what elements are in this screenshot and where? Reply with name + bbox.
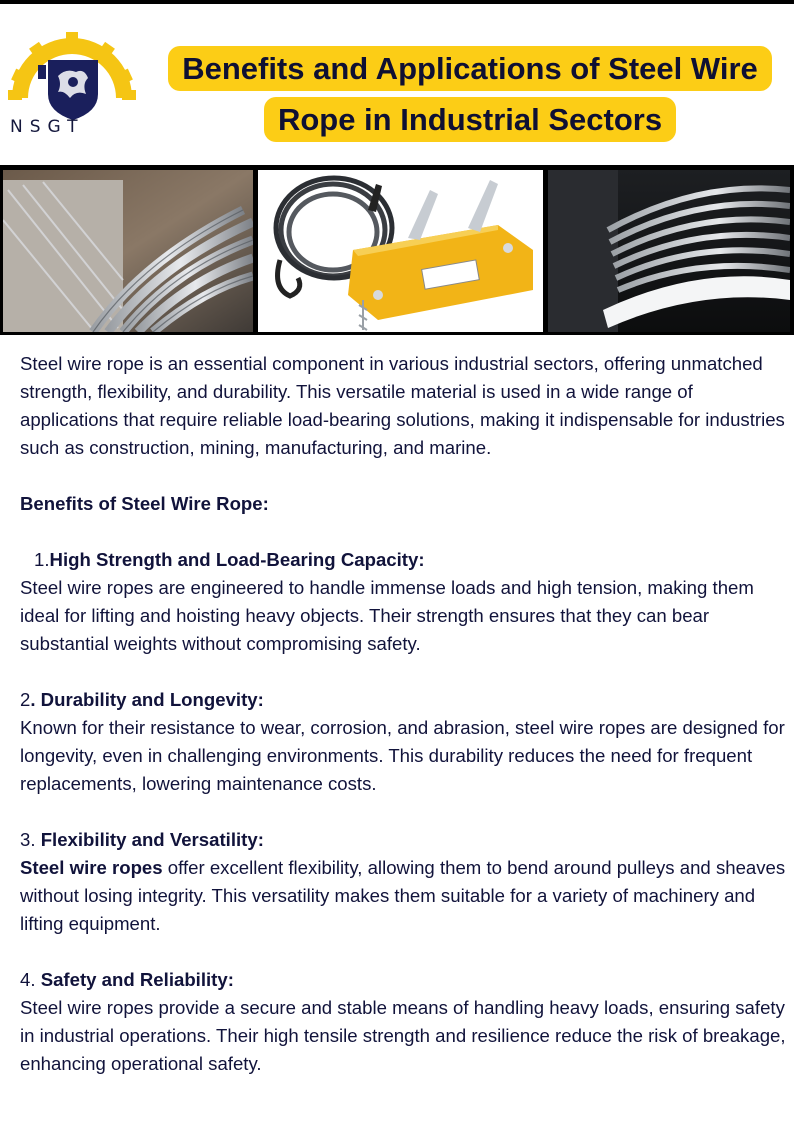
list-item-heading (20, 966, 792, 994)
list-item-number: 3. (20, 829, 41, 850)
list-item-title: Safety and Reliability: (40, 969, 234, 990)
title-line-1: Benefits and Applications of Steel Wire (168, 46, 772, 91)
list-item-heading (20, 826, 792, 854)
list-item-heading (20, 546, 792, 574)
steel-wire-rope-coil-photo (3, 170, 253, 332)
list-item-body-text: offer excellent flexibility, allowing them to bend around pulleys and sheaves without losing integrity. This versatility makes them suitable for a variety of machinery and lifting equipment. (20, 857, 786, 934)
wire-rope-pulling-hoist-photo (258, 170, 543, 332)
list-item-title: . Durability and Longevity: (30, 689, 264, 710)
benefits-heading: Benefits of Steel Wire Rope: (20, 493, 269, 514)
title-line-2: Rope in Industrial Sectors (264, 97, 676, 142)
list-item-title: Flexibility and Versatility: (40, 829, 264, 850)
top-border-rule (0, 0, 794, 4)
list-item-title: High Strength and Load-Bearing Capacity: (49, 549, 425, 570)
list-item-body: Steel wire ropes provide a secure and stable means of handling heavy loads, ensuring safety in industrial operations. Their high tensile strength and resilience reduce the risk of breakage, enhancing operational safety. (20, 997, 786, 1074)
list-item-body: Steel wire ropes are engineered to handle immense loads and high tension, making them ideal for lifting and hoisting heavy objects. Their strength ensures that they can bear substantial weights without compromising safety. (20, 577, 754, 654)
list-item-body (20, 854, 792, 938)
list-item-body: Known for their resistance to wear, corrosion, and abrasion, steel wire ropes are designed for longevity, even in challenging environments. This durability reduces the need for frequent replacements, lowering maintenance costs. (20, 717, 785, 794)
list-item-heading (20, 686, 792, 714)
list-item-number: 1. (34, 549, 50, 570)
steel-cable-spool-photo (548, 170, 790, 332)
intro-paragraph: Steel wire rope is an essential component in various industrial sectors, offering unmatched strength, flexibility, and durability. This versatile material is used in a wide range of applications that require reliable load-bearing solutions, making it indispensable for industries such as construction, mining, manufacturing, and marine. (20, 353, 785, 458)
page-title (150, 46, 790, 148)
list-item-body-lead: Steel wire ropes (20, 857, 163, 878)
logo-text: NSGT (10, 117, 85, 137)
list-item-number: 2 (20, 689, 31, 710)
list-item-number: 4. (20, 969, 41, 990)
photo-strip (0, 165, 794, 335)
article-body (20, 350, 792, 1078)
